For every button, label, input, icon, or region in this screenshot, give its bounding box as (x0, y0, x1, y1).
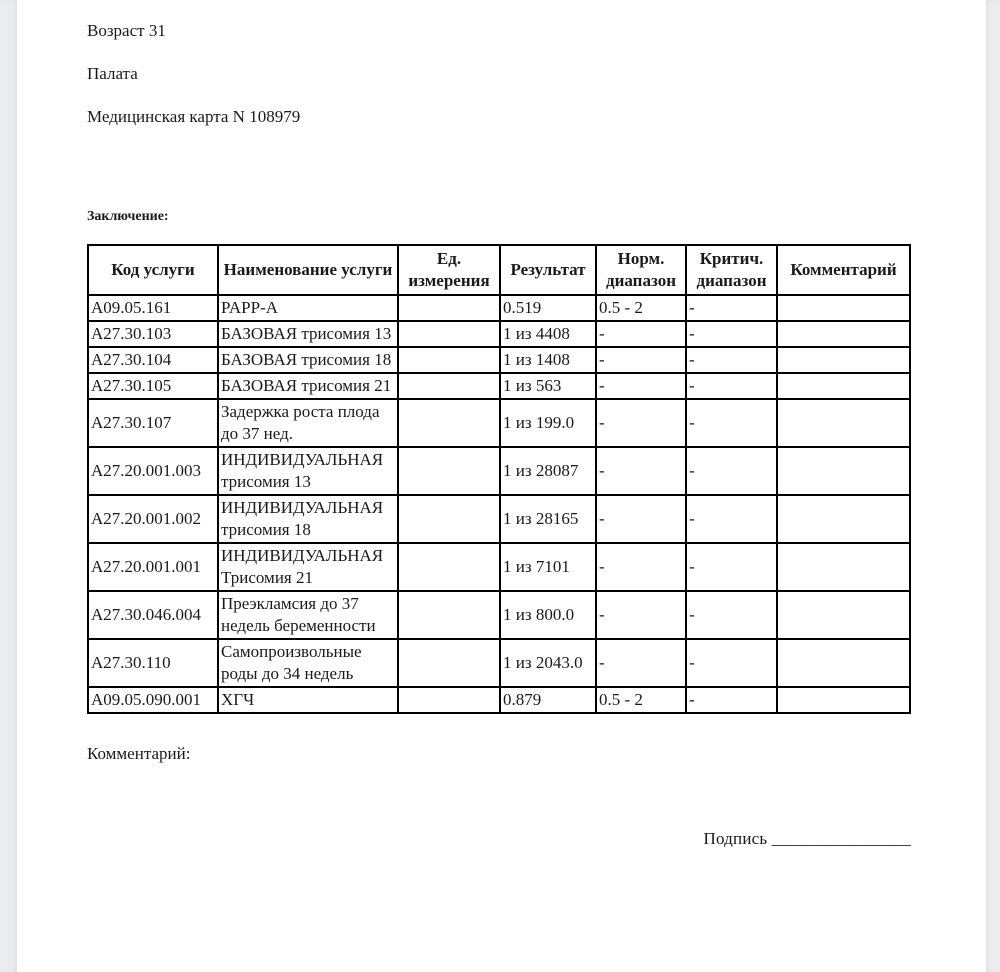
cell-service-name: ХГЧ (218, 687, 398, 713)
column-header-result: Результат (500, 245, 596, 295)
cell-result: 1 из 2043.0 (500, 639, 596, 687)
results-table-body (88, 295, 910, 713)
table-row (88, 321, 910, 347)
cell-norm-range: - (596, 639, 686, 687)
table-row (88, 495, 910, 543)
cell-critical-range: - (686, 543, 777, 591)
cell-norm-range: - (596, 399, 686, 447)
cell-service-code: A09.05.161 (88, 295, 218, 321)
table-row (88, 591, 910, 639)
signature-row (87, 828, 911, 850)
cell-critical-range: - (686, 373, 777, 399)
results-table (87, 244, 911, 714)
ward-line: Палата (87, 64, 138, 83)
cell-comment (777, 495, 910, 543)
cell-service-name: Самопроизвольные роды до 34 недель (218, 639, 398, 687)
cell-comment (777, 295, 910, 321)
signature-label: Подпись (703, 829, 768, 848)
signature-blank-line: ________________ (771, 829, 911, 848)
cell-norm-range: - (596, 321, 686, 347)
table-row (88, 347, 910, 373)
cell-norm-range: 0.5 - 2 (596, 295, 686, 321)
cell-norm-range: - (596, 543, 686, 591)
cell-result: 1 из 563 (500, 373, 596, 399)
cell-comment (777, 447, 910, 495)
cell-result: 1 из 4408 (500, 321, 596, 347)
cell-service-code: A27.30.110 (88, 639, 218, 687)
cell-unit (398, 447, 500, 495)
cell-service-name: БАЗОВАЯ трисомия 18 (218, 347, 398, 373)
cell-service-name: ИНДИВИДУАЛЬНАЯ трисомия 18 (218, 495, 398, 543)
document-page (17, 0, 986, 972)
cell-comment (777, 399, 910, 447)
cell-unit (398, 687, 500, 713)
cell-result: 1 из 199.0 (500, 399, 596, 447)
column-header-critical-range: Критич. диапазон (686, 245, 777, 295)
viewer-right-margin (986, 0, 1000, 972)
cell-comment (777, 591, 910, 639)
cell-comment (777, 687, 910, 713)
cell-comment (777, 347, 910, 373)
cell-service-code: A27.30.107 (88, 399, 218, 447)
column-header-service-code: Код услуги (88, 245, 218, 295)
cell-unit (398, 373, 500, 399)
cell-critical-range: - (686, 495, 777, 543)
cell-result: 1 из 1408 (500, 347, 596, 373)
cell-service-name: Задержка роста плода до 37 нед. (218, 399, 398, 447)
cell-service-code: A27.30.105 (88, 373, 218, 399)
cell-critical-range: - (686, 591, 777, 639)
conclusion-label: Заключение: (87, 209, 169, 224)
table-row (88, 543, 910, 591)
cell-critical-range: - (686, 687, 777, 713)
table-row (88, 295, 910, 321)
patient-age-line: Возраст 31 (87, 21, 166, 40)
table-row (88, 687, 910, 713)
cell-critical-range: - (686, 321, 777, 347)
cell-comment (777, 321, 910, 347)
cell-comment (777, 639, 910, 687)
header-row (88, 245, 910, 295)
cell-service-code: A27.30.104 (88, 347, 218, 373)
cell-service-name: БАЗОВАЯ трисомия 21 (218, 373, 398, 399)
cell-unit (398, 591, 500, 639)
cell-unit (398, 495, 500, 543)
cell-unit (398, 543, 500, 591)
column-header-comment: Комментарий (777, 245, 910, 295)
cell-result: 0.879 (500, 687, 596, 713)
cell-service-code: A27.20.001.002 (88, 495, 218, 543)
results-table-header (88, 245, 910, 295)
cell-service-name: ИНДИВИДУАЛЬНАЯ трисомия 13 (218, 447, 398, 495)
cell-service-name: ИНДИВИДУАЛЬНАЯ Трисомия 21 (218, 543, 398, 591)
column-header-norm-range: Норм. диапазон (596, 245, 686, 295)
table-row (88, 373, 910, 399)
cell-norm-range: - (596, 447, 686, 495)
cell-norm-range: - (596, 591, 686, 639)
cell-service-code: A27.20.001.003 (88, 447, 218, 495)
viewer-left-margin (0, 0, 17, 972)
cell-result: 1 из 7101 (500, 543, 596, 591)
table-row (88, 639, 910, 687)
cell-comment (777, 373, 910, 399)
cell-norm-range: - (596, 495, 686, 543)
cell-service-code: A27.30.046.004 (88, 591, 218, 639)
cell-norm-range: 0.5 - 2 (596, 687, 686, 713)
cell-unit (398, 347, 500, 373)
cell-comment (777, 543, 910, 591)
cell-unit (398, 399, 500, 447)
cell-service-name: Преэкламсия до 37 недель беременности (218, 591, 398, 639)
cell-result: 1 из 800.0 (500, 591, 596, 639)
cell-critical-range: - (686, 347, 777, 373)
medical-card-number-line: Медицинская карта N 108979 (87, 107, 301, 126)
comment-label: Комментарий: (87, 744, 191, 763)
cell-unit (398, 639, 500, 687)
cell-unit (398, 295, 500, 321)
cell-service-code: A27.30.103 (88, 321, 218, 347)
cell-service-name: PAPP-A (218, 295, 398, 321)
cell-unit (398, 321, 500, 347)
column-header-unit: Ед. измерения (398, 245, 500, 295)
cell-critical-range: - (686, 447, 777, 495)
cell-critical-range: - (686, 639, 777, 687)
cell-norm-range: - (596, 373, 686, 399)
cell-result: 1 из 28087 (500, 447, 596, 495)
cell-service-code: A09.05.090.001 (88, 687, 218, 713)
cell-result: 0.519 (500, 295, 596, 321)
cell-result: 1 из 28165 (500, 495, 596, 543)
cell-critical-range: - (686, 295, 777, 321)
table-row (88, 399, 910, 447)
cell-norm-range: - (596, 347, 686, 373)
cell-service-name: БАЗОВАЯ трисомия 13 (218, 321, 398, 347)
cell-service-code: A27.20.001.001 (88, 543, 218, 591)
cell-critical-range: - (686, 399, 777, 447)
column-header-service-name: Наименование услуги (218, 245, 398, 295)
table-row (88, 447, 910, 495)
